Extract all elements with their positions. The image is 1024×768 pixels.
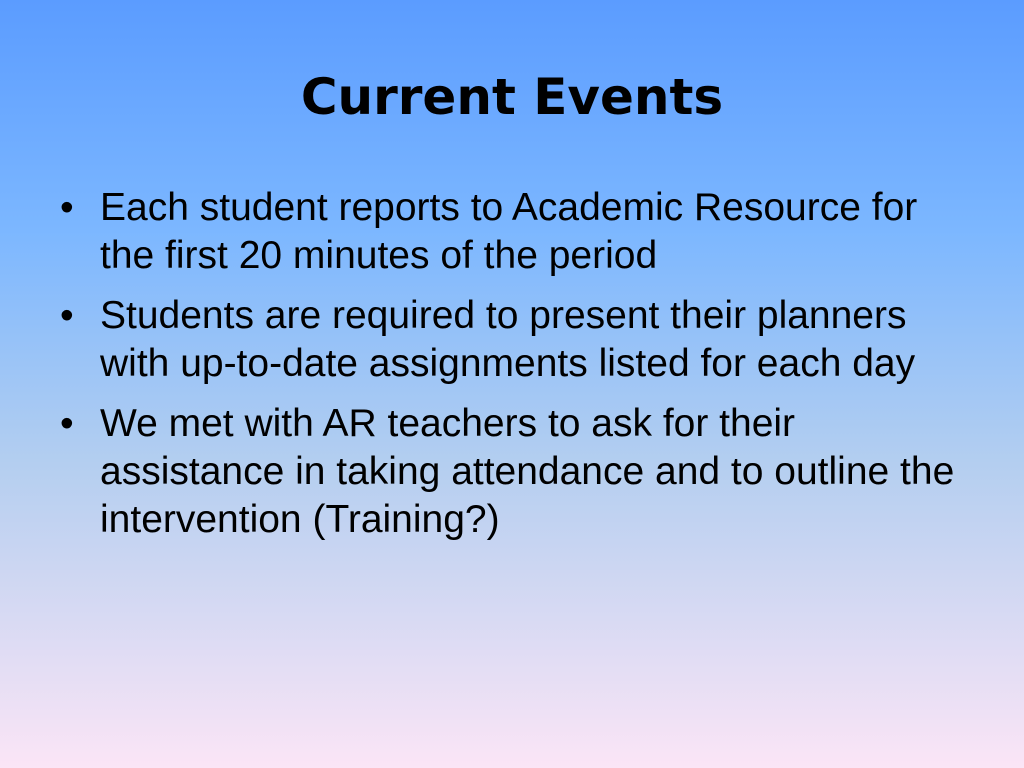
bullet-text: Students are required to present their planners with up-to-date assignments listed for each day (100, 294, 916, 385)
bullet-item (60, 400, 960, 544)
bullet-list (60, 184, 960, 556)
bullet-item (60, 292, 960, 388)
bullet-item (60, 184, 960, 280)
bullet-icon: • (60, 186, 74, 229)
bullet-icon: • (60, 402, 74, 445)
bullet-icon: • (60, 294, 74, 337)
bullet-text: We met with AR teachers to ask for their assistance in taking attendance and to outline the intervention (Training?) (100, 402, 955, 541)
bullet-text: Each student reports to Academic Resource for the first 20 minutes of the period (100, 186, 918, 277)
slide-title: Current Events (300, 68, 724, 126)
